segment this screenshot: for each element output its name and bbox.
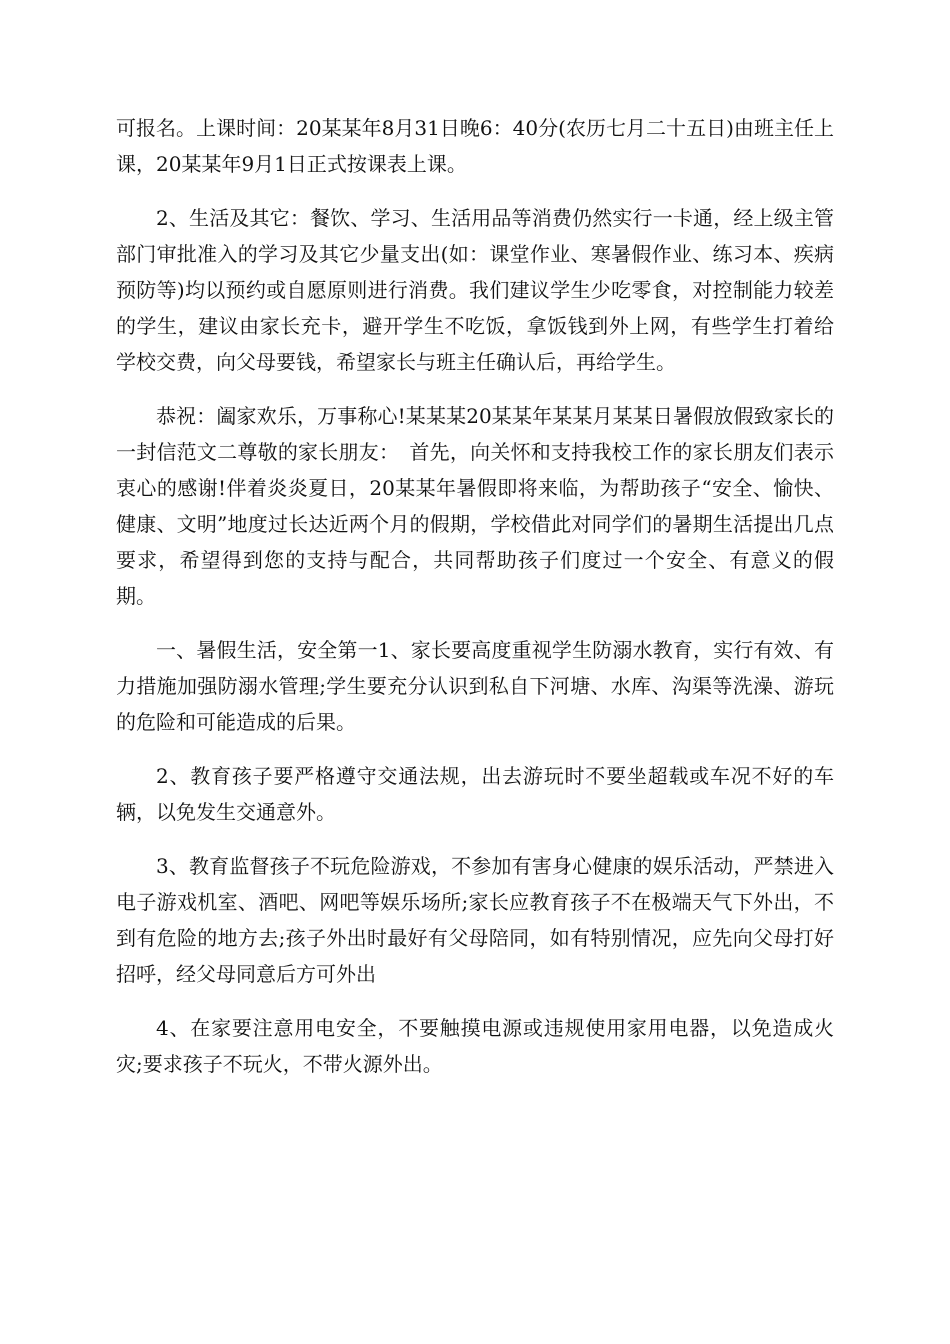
- paragraph-letter-intro: 恭祝：阖家欢乐，万事称心!某某某20某某年某某月某某日暑假放假致家长的一封信范文二尊敬的家长朋友： 首先，向关怀和支持我校工作的家长朋友们表示衷心的感谢!伴着炎炎夏日，20某某年暑假即将来临，为帮助孩子“安全、愉快、健康、文明”地度过长达近两个月的假期，学校借此对同学们的暑期生活提出几点要求，希望得到您的支持与配合，共同帮助孩子们度过一个安全、有意义的假期。: [116, 404, 834, 608]
- paragraph-safety-games: 3、教育监督孩子不玩危险游戏，不参加有害身心健康的娱乐活动，严禁进入电子游戏机室、酒吧、网吧等娱乐场所;家长应教育孩子不在极端天气下外出，不到有危险的地方去;孩子外出时最好有父母陪同，如有特别情况，应先向父母打好招呼，经父母同意后方可外出: [116, 854, 834, 986]
- paragraph-safety-traffic: 2、教育孩子要严格遵守交通法规，出去游玩时不要坐超载或车况不好的车辆，以免发生交通意外。: [116, 764, 834, 824]
- paragraph-registration-schedule: 可报名。上课时间：20某某年8月31日晚6：40分(农历七月二十五日)由班主任上课，20某某年9月1日正式按课表上课。: [116, 116, 834, 176]
- paragraph-safety-drowning: 一、暑假生活，安全第一1、家长要高度重视学生防溺水教育，实行有效、有力措施加强防溺水管理;学生要充分认识到私自下河塘、水库、沟渠等洗澡、游玩的危险和可能造成的后果。: [116, 638, 834, 734]
- paragraph-living-expenses: 2、生活及其它：餐饮、学习、生活用品等消费仍然实行一卡通，经上级主管部门审批准入的学习及其它少量支出(如：课堂作业、寒暑假作业、练习本、疾病预防等)均以预约或自愿原则进行消费。我们建议学生少吃零食，对控制能力较差的学生，建议由家长充卡，避开学生不吃饭，拿饭钱到外上网，有些学生打着给学校交费，向父母要钱，希望家长与班主任确认后，再给学生。: [116, 206, 834, 374]
- document-body: [116, 110, 834, 1100]
- paragraph-safety-electricity: 4、在家要注意用电安全，不要触摸电源或违规使用家用电器，以免造成火灾;要求孩子不玩火，不带火源外出。: [116, 1016, 834, 1076]
